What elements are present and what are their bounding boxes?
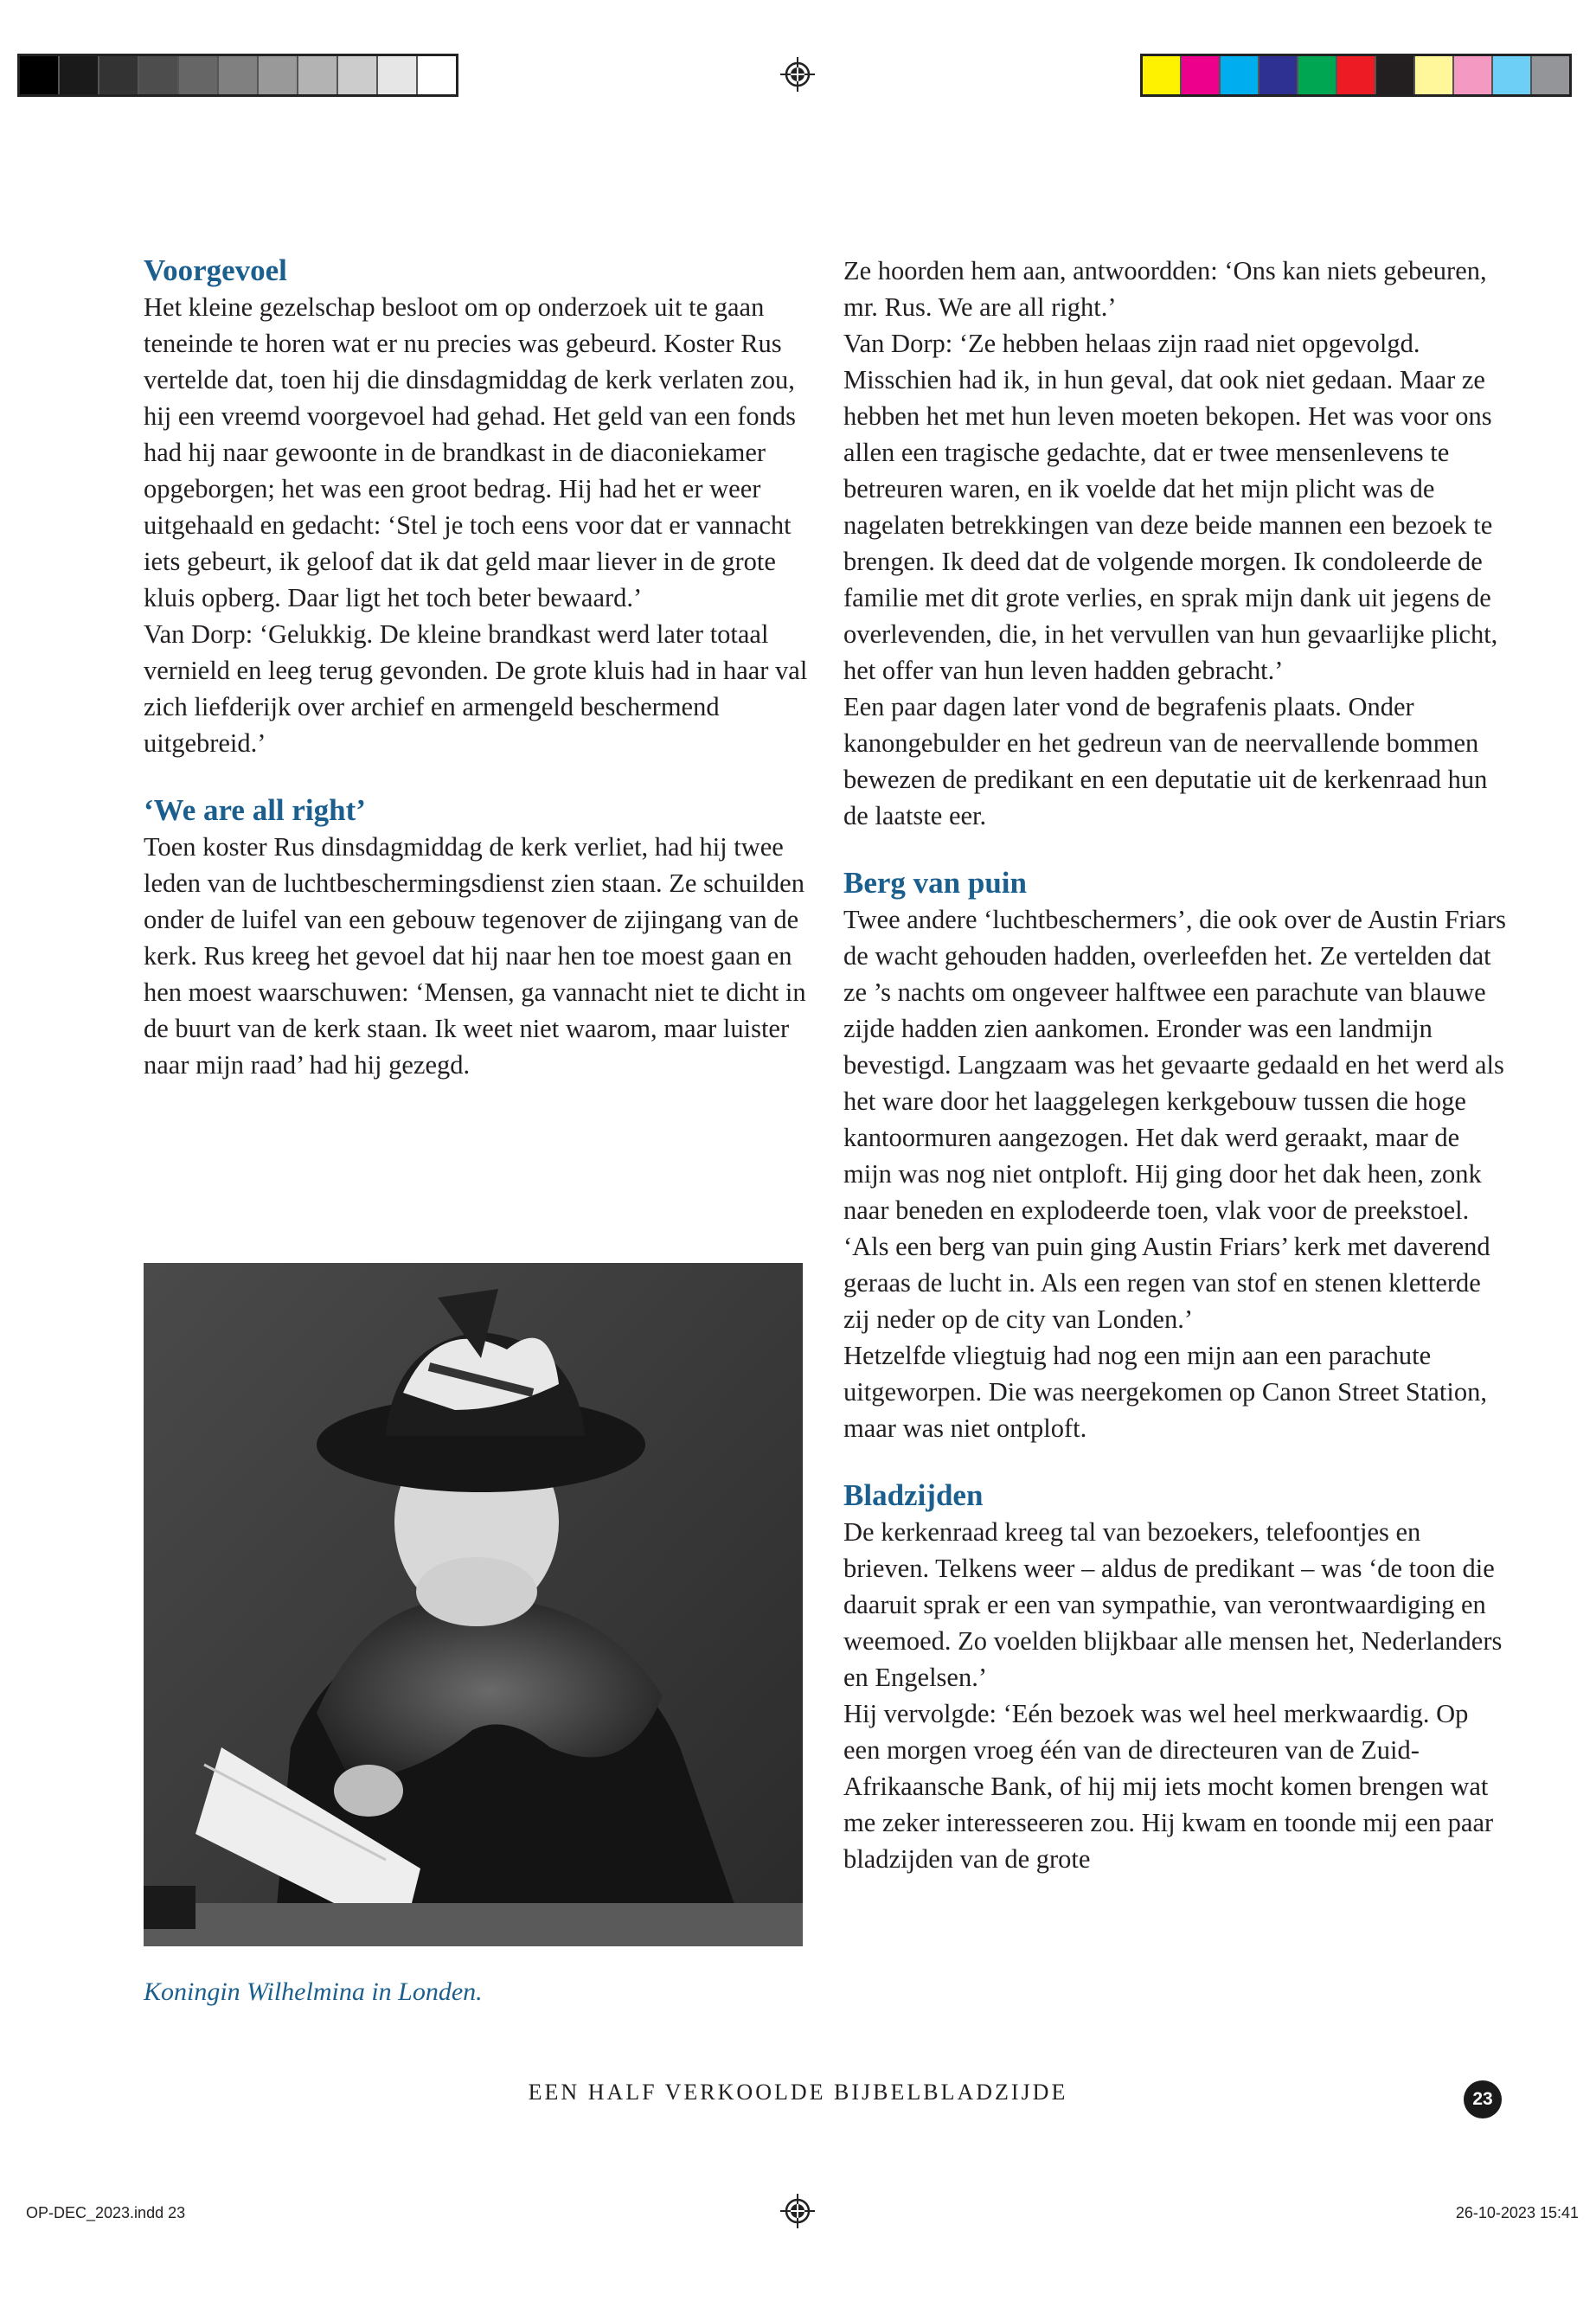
- grayscale-swatch: [60, 56, 99, 94]
- color-swatch: [1454, 56, 1493, 94]
- grayscale-swatch: [418, 56, 456, 94]
- color-swatch: [1376, 56, 1415, 94]
- color-swatch: [1493, 56, 1532, 94]
- color-swatch: [1143, 56, 1182, 94]
- slug-filename: OP-DEC_2023.indd 23: [26, 2204, 186, 2221]
- left-column: [144, 253, 810, 1083]
- grayscale-swatch: [139, 56, 179, 94]
- paragraph: Van Dorp: ‘Gelukkig. De kleine brandkast werd later totaal vernield en leeg terug gevonden. De grote kluis had in haar val zich liefderijk over archief en armengeld beschermend uitgebreid.’: [144, 619, 808, 758]
- grayscale-swatch: [20, 56, 60, 94]
- color-swatch: [1182, 56, 1221, 94]
- running-title: EEN HALF VERKOOLDE BIJBELBLADZIJDE: [528, 2080, 1068, 2105]
- color-swatch: [1337, 56, 1376, 94]
- grayscale-swatch: [259, 56, 298, 94]
- grayscale-swatch: [219, 56, 259, 94]
- registration-mark-icon: [780, 57, 815, 92]
- paragraph: Toen koster Rus dinsdagmiddag de kerk verliet, had hij twee leden van de luchtbeschermingsdienst zien staan. Ze schuilden onder de luifel van een gebouw tegenover de zijingang van de kerk. Rus kreeg het gevoel dat hij naar hen toe moest gaan en hen moest waarschuwen: ‘Mensen, ga vannacht niet te dicht in de buurt van de kerk staan. Ik weet niet waarom, maar luister naar mijn raad’ had hij gezegd.: [144, 832, 806, 1080]
- paragraph: Hij vervolgde: ‘Eén bezoek was wel heel merkwaardig. Op een morgen vroeg één van de directeuren van de Zuid-Afrikaansche Bank, of hij mij iets mocht komen brengen wat me zeker interesseeren zou. Hij kwam en toonde mij een paar bladzijden van de grote: [843, 1699, 1494, 1874]
- grayscale-swatch: [298, 56, 338, 94]
- paragraph: Hetzelfde vliegtuig had nog een mijn aan een parachute uitgeworpen. Die was neergekomen op Canon Street Station, maar was niet ontploft.: [843, 1341, 1487, 1443]
- grayscale-swatch: [338, 56, 378, 94]
- color-calibration-bar: [1140, 54, 1572, 97]
- heading-berg-van-puin: Berg van puin: [843, 866, 1027, 900]
- right-column: [843, 253, 1509, 1877]
- grayscale-calibration-bar: [17, 54, 458, 97]
- registration-mark-icon: [780, 2194, 815, 2228]
- paragraph: Twee andere ‘luchtbeschermers’, die ook over de Austin Friars de wacht gehouden hadden, overleefden het. Ze vertelden dat ze ’s nachts om ongeveer halftwee een parachute van blauwe zijde hadden zien aankomen. Eronder was een landmijn bevestigd. Langzaam was het gevaarte gedaald en het werd als het ware door het laaggelegen kerkgebouw tussen die hoge kantoormuren aangezogen. Het dak werd geraakt, maar de mijn was nog niet ontploft. Hij ging door het dak heen, zonk naar beneden en explodeerde toen, vlak voor de preekstoel. ‘Als een berg van puin ging Austin Friars’ kerk met daverend geraas de lucht in. Als een regen van stof en stenen kletterde zij neder op de city van Londen.’: [843, 905, 1507, 1334]
- paragraph: Van Dorp: ‘Ze hebben helaas zijn raad niet opgevolgd. Misschien had ik, in hun geval, dat ook niet gedaan. Maar ze hebben het met hun leven moeten bekopen. Het was voor ons allen een tragische gedachte, dat er twee mensenlevens te betreuren waren, en ik voelde dat het mijn plicht was de nagelaten betrekkingen van deze beide mannen een bezoek te brengen. Ik deed dat de volgende morgen. Ik condoleerde de familie met dit grote verlies, en sprak mijn dank uit jegens de overlevenden, die, in het vervullen van hun gevaarlijke plicht, het offer van hun leven hadden gebracht.’: [843, 329, 1498, 685]
- heading-we-are-all-right: ‘We are all right’: [144, 793, 366, 827]
- color-swatch: [1221, 56, 1259, 94]
- grayscale-swatch: [378, 56, 418, 94]
- color-swatch: [1259, 56, 1298, 94]
- photo-caption: Koningin Wilhelmina in Londen.: [144, 1977, 483, 2006]
- grayscale-swatch: [99, 56, 139, 94]
- photo-queen-wilhelmina: [144, 1263, 803, 1946]
- paragraph: Een paar dagen later vond de begrafenis plaats. Onder kanongebulder en het gedreun van de neervallende bommen bewezen de predikant en een deputatie uit de kerkenraad hun de laatste eer.: [843, 692, 1488, 830]
- slug-timestamp: 26-10-2023 15:41: [1455, 2204, 1579, 2221]
- paragraph: De kerkenraad kreeg tal van bezoekers, telefoontjes en brieven. Telkens weer – aldus de predikant – was ‘de toon die daaruit sprak er een van sympathie, van verontwaardiging en weemoed. Zo voelden blijkbaar alle mensen het, Nederlanders en Engelsen.’: [843, 1517, 1503, 1692]
- paragraph: Ze hoorden hem aan, antwoordden: ‘Ons kan niets gebeuren, mr. Rus. We are all right.’: [843, 256, 1487, 322]
- heading-voorgevoel: Voorgevoel: [144, 253, 287, 287]
- grayscale-swatch: [179, 56, 219, 94]
- color-swatch: [1415, 56, 1454, 94]
- color-swatch: [1532, 56, 1569, 94]
- paragraph: Het kleine gezelschap besloot om op onderzoek uit te gaan teneinde te horen wat er nu precies was gebeurd. Koster Rus vertelde dat, toen hij die dinsdagmiddag de kerk verlaten zou, hij een vreemd voorgevoel had gehad. Het geld van een fonds had hij naar gewoonte in de brandkast in de diaconiekamer opgeborgen; het was een groot bedrag. Hij had het er weer uitgehaald en gedacht: ‘Stel je toch eens voor dat er vannacht iets gebeurt, ik geloof dat ik dat geld maar liever in de grote kluis opberg. Daar ligt het toch beter bewaard.’: [144, 292, 797, 612]
- page-number-badge: 23: [1464, 2080, 1502, 2118]
- heading-bladzijden: Bladzijden: [843, 1478, 984, 1512]
- color-swatch: [1298, 56, 1337, 94]
